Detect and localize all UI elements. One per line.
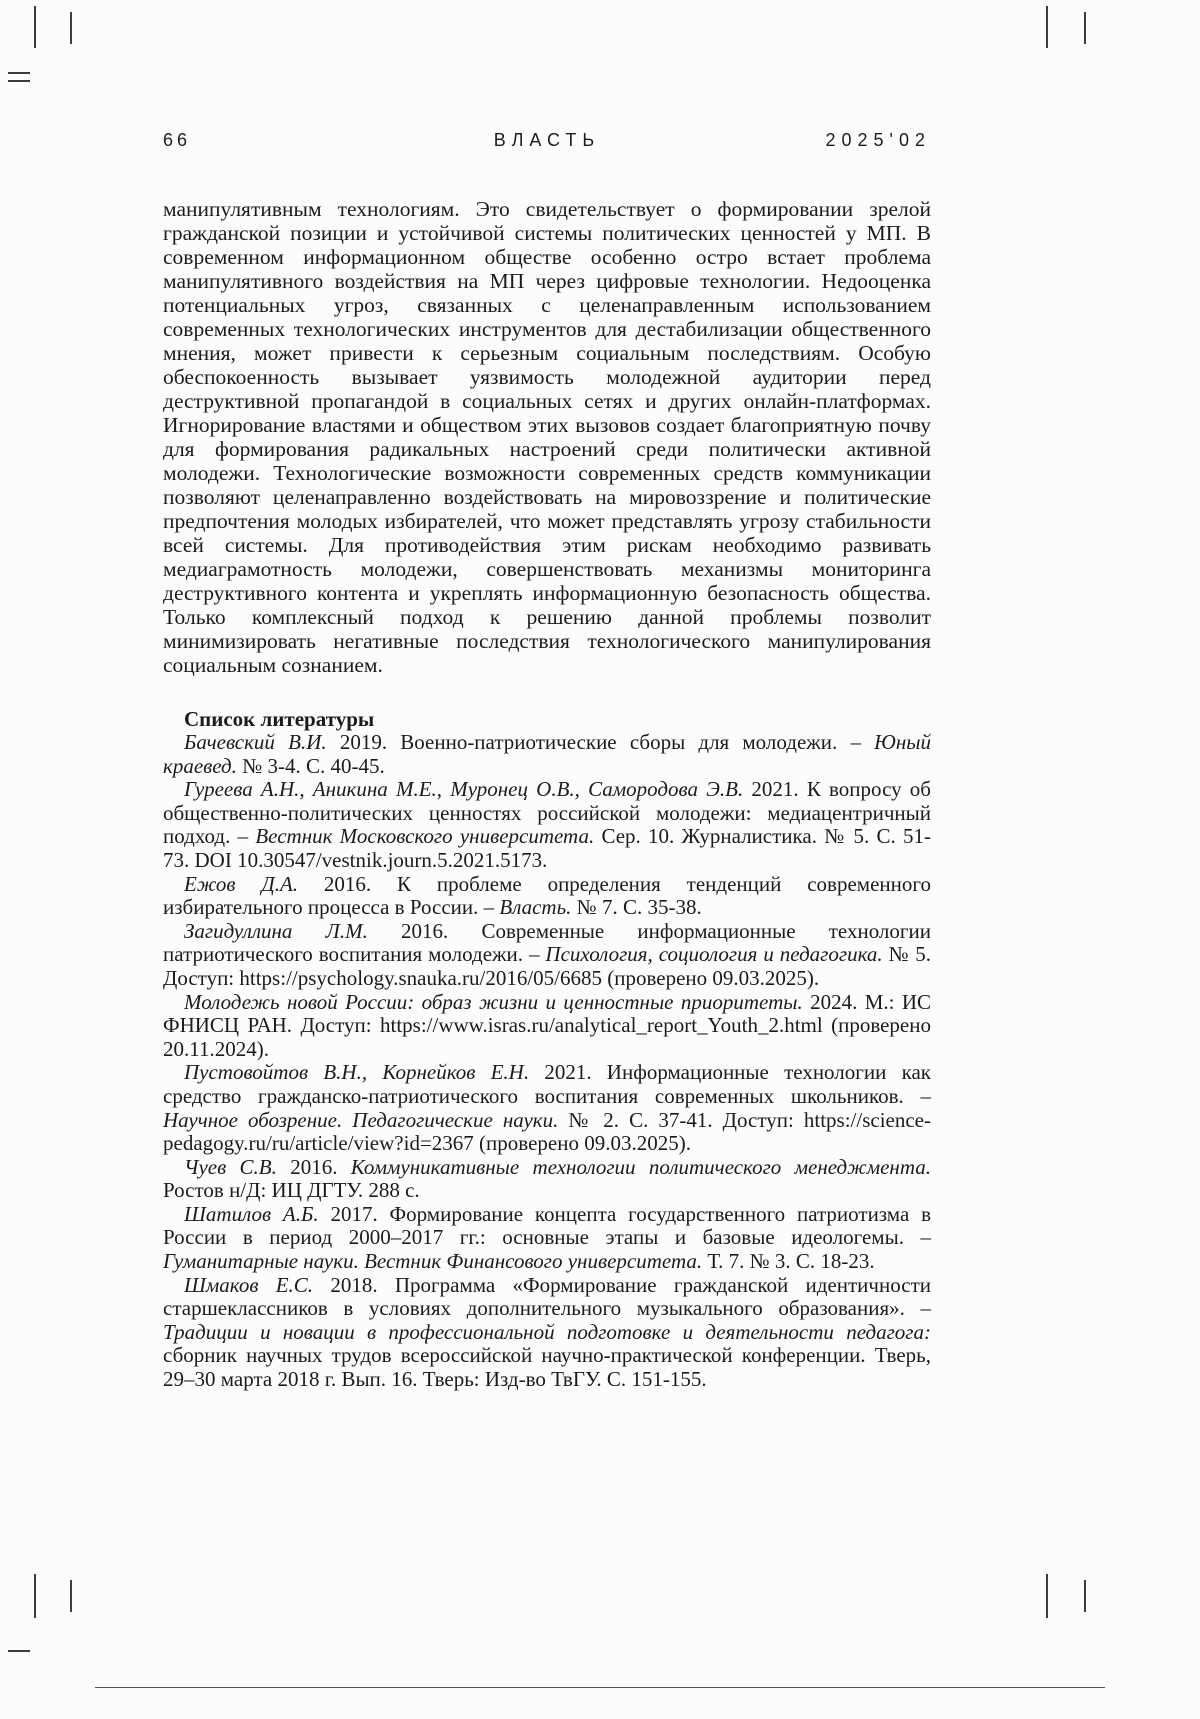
crop-mark-top-right-vertical-2 bbox=[1084, 12, 1086, 44]
issue-number: 2025'02 bbox=[825, 130, 931, 150]
reference-text-segment: 2021. Информационные технологии как средство гражданско-патриотического воспитания современных школьников. – bbox=[163, 1060, 931, 1108]
crop-mark-left-horizontal-2 bbox=[8, 80, 30, 82]
reference-entry bbox=[163, 920, 931, 991]
reference-italic-segment: Вестник Московского университета. bbox=[255, 824, 595, 849]
reference-italic-segment: Загидуллина Л.М. bbox=[184, 918, 368, 943]
crop-mark-bottom-right-vertical-2 bbox=[1084, 1580, 1086, 1612]
reference-text-segment: 2021. К вопросу об общественно-политических ценностях российской молодежи: медиацентричный подход. – bbox=[163, 777, 931, 849]
reference-italic-segment: Гуреева А.Н., Аникина М.Е., Муронец О.В., Самородова Э.В. bbox=[184, 777, 744, 802]
reference-text-segment: Сер. 10. Журналистика. № 5. С. 51-73. DOI 10.30547/vestnik.journ.5.2021.5173. bbox=[163, 824, 931, 872]
page-content bbox=[163, 130, 931, 1392]
reference-entry bbox=[163, 1274, 931, 1392]
reference-text-segment: 2016. К проблеме определения тенденций современного избирательного процесса в России. – bbox=[163, 871, 931, 920]
reference-entry bbox=[163, 731, 931, 778]
article-body-paragraph: манипулятивным технологиям. Это свидетельствует о формировании зрелой гражданской позиции и устойчивой системы политических ценностей у МП. В современном информационном обществе особенно остро встает проблема манипулятивного воздействия на МП через цифровые технологии. Недооценка потенциальных угроз, связанных с целенаправленным использованием современных технологических инструментов для дестабилизации общественного мнения, может привести к серьезным социальным последствиям. Особую обеспокоенность вызывает уязвимость молодежной аудитории перед деструктивной пропагандой в социальных сетях и других онлайн-платформах. Игнорирование властями и обществом этих вызовов создает благоприятную почву для формирования радикальных настроений среди политически активной молодежи. Технологические возможности современных средств коммуникации позволяют целенаправленно воздействовать на мировоззрение и политические предпочтения молодых избирателей, что может представлять угрозу стабильности всей системы. Для противодействия этим рискам необходимо развивать медиаграмотность молодежи, совершенствовать механизмы мониторинга деструктивного контента и укреплять информационную безопасность общества. Только комплексный подход к решению данной проблемы позволит минимизировать негативные последствия технологического манипулирования социальным сознанием. bbox=[163, 197, 931, 677]
reference-italic-segment: Власть. bbox=[499, 895, 572, 920]
crop-mark-top-left-vertical bbox=[34, 6, 36, 48]
reference-italic-segment: Молодежь новой России: образ жизни и ценностные приоритеты. bbox=[184, 989, 803, 1014]
crop-mark-top-right-vertical bbox=[1046, 6, 1048, 48]
journal-title: ВЛАСТЬ bbox=[493, 130, 601, 150]
reference-text-segment: 2018. Программа «Формирование гражданской идентичности старшеклассников в условиях дополнительного музыкального образования». – bbox=[163, 1272, 931, 1321]
running-head bbox=[163, 130, 931, 151]
reference-italic-segment: Пустовойтов В.Н., Корнейков Е.Н. bbox=[184, 1060, 530, 1085]
reference-entry bbox=[163, 873, 931, 920]
reference-italic-segment: Ежов Д.А. bbox=[184, 871, 299, 896]
reference-text-segment: Ростов н/Д: ИЦ ДГТУ. 288 с. bbox=[163, 1178, 420, 1203]
reference-text-segment: 2019. Военно-патриотические сборы для молодежи. – bbox=[326, 730, 875, 754]
reference-entry bbox=[163, 1203, 931, 1274]
reference-entry bbox=[163, 991, 931, 1062]
reference-entry bbox=[163, 1156, 931, 1203]
crop-mark-left-bottom-horizontal bbox=[8, 1650, 30, 1652]
crop-mark-top-left-vertical-2 bbox=[70, 12, 72, 44]
reference-italic-segment: Гуманитарные науки. Вестник Финансового университета. bbox=[163, 1249, 703, 1274]
references-list bbox=[163, 731, 931, 1392]
crop-mark-bottom-left-vertical bbox=[34, 1574, 36, 1618]
reference-italic-segment: Традиции и новации в профессиональной подготовке и деятельности педагога: bbox=[163, 1319, 931, 1344]
crop-mark-left-horizontal bbox=[8, 72, 30, 74]
reference-italic-segment: Бачевский В.И. bbox=[184, 730, 327, 754]
reference-italic-segment: Коммуникативные технологии политического менеджмента. bbox=[350, 1154, 932, 1179]
reference-text-segment: № 7. С. 35-38. bbox=[571, 895, 702, 920]
crop-mark-bottom-right-vertical bbox=[1046, 1574, 1048, 1618]
reference-italic-segment: Психология, социология и педагогика. bbox=[545, 942, 883, 967]
reference-entry bbox=[163, 778, 931, 872]
reference-text-segment: 2017. Формирование концепта государственного патриотизма в России в период 2000–2017 гг.: основные этапы и базовые идеологемы. – bbox=[163, 1201, 931, 1250]
reference-italic-segment: Шатилов А.Б. bbox=[184, 1201, 319, 1226]
reference-text-segment: 2016. Современные информационные технологии патриотического воспитания молодежи. – bbox=[163, 918, 931, 967]
reference-text-segment: Т. 7. № 3. С. 18-23. bbox=[702, 1249, 875, 1274]
reference-text-segment: 2024. М.: ИС ФНИСЦ РАН. Доступ: https://www.isras.ru/analytical_report_Youth_2.html (проверено 20.11.2024). bbox=[163, 989, 931, 1061]
reference-italic-segment: Чуев С.В. bbox=[184, 1154, 277, 1179]
reference-text-segment: 2016. bbox=[276, 1154, 351, 1179]
reference-text-segment: № 3-4. С. 40-45. bbox=[236, 753, 385, 778]
reference-entry bbox=[163, 1061, 931, 1155]
reference-italic-segment: Шмаков Е.С. bbox=[184, 1272, 314, 1297]
reference-italic-segment: Юный краевед. bbox=[163, 730, 931, 778]
crop-mark-bottom-left-vertical-2 bbox=[70, 1580, 72, 1612]
reference-text-segment: сборник научных трудов всероссийской научно-практической конференции. Тверь, 29–30 марта 2018 г. Вып. 16. Тверь: Изд-во ТвГУ. С. 151-155. bbox=[163, 1343, 931, 1392]
page-number: 66 bbox=[163, 130, 192, 150]
reference-italic-segment: Научное обозрение. Педагогические науки. bbox=[163, 1107, 559, 1132]
references-heading: Список литературы bbox=[184, 707, 375, 731]
reference-text-segment: № 2. С. 37-41. Доступ: https://science-pedagogy.ru/ru/article/view?id=2367 (проверено 09.03.2025). bbox=[163, 1107, 931, 1156]
reference-text-segment: № 5. Доступ: https://psychology.snauka.ru/2016/05/6685 (проверено 09.03.2025). bbox=[163, 942, 931, 990]
bottom-trim-line bbox=[95, 1687, 1105, 1688]
